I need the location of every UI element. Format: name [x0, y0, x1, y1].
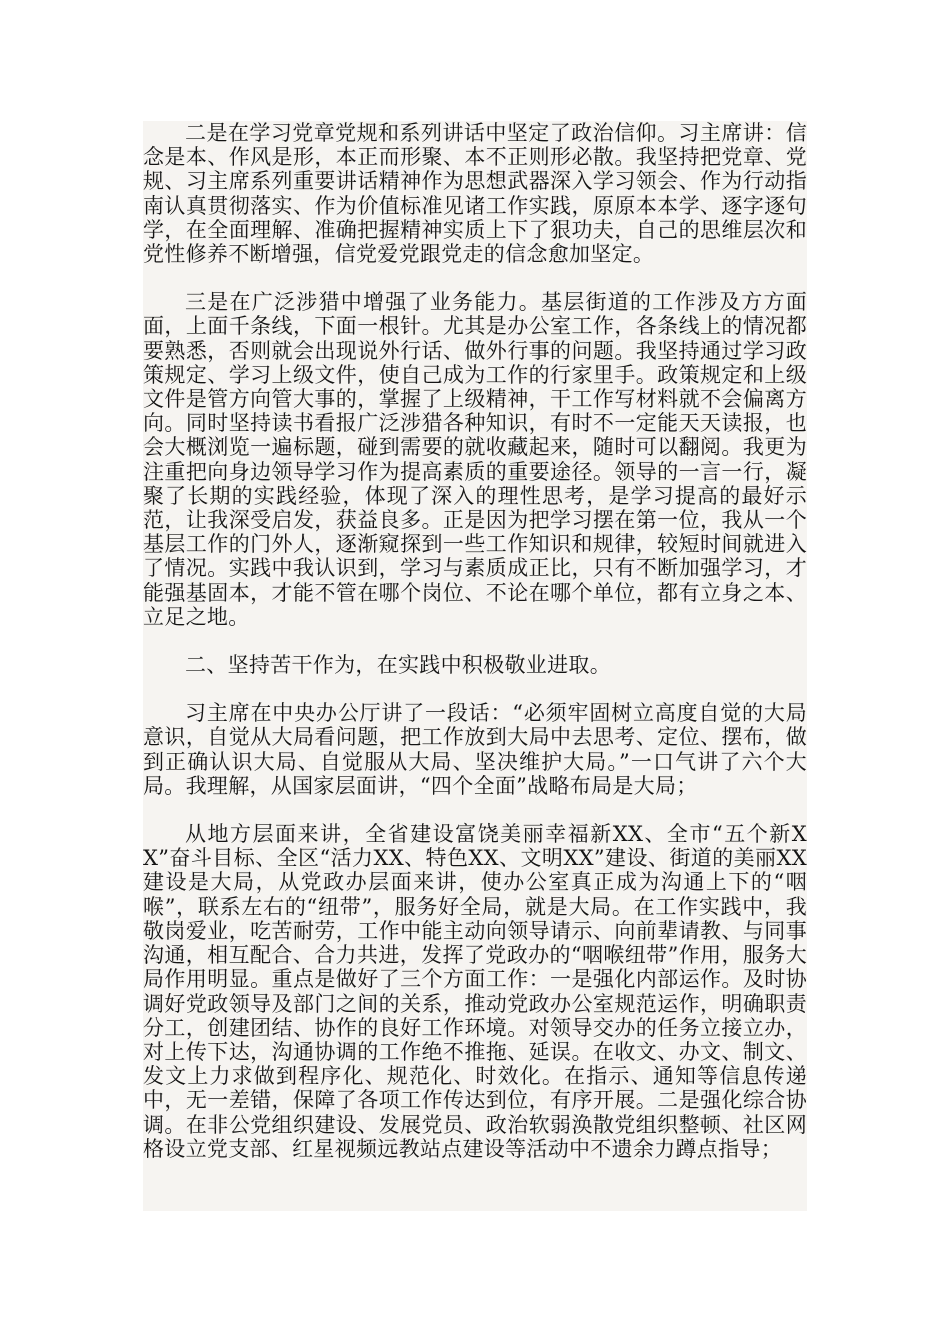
paragraph-overall-situation: 习主席在中央办公厅讲了一段话：“必须牢固树立高度自觉的大局意识，自觉从大局看问题，把工作放到大局中去思考、定位、摆布，做到正确认识大局、自觉服从大局、坚决维护大局。”一口气讲了六个大局。我理解，从国家层面讲，“四个全面”战略布局是大局；: [143, 701, 807, 798]
paragraph-political-belief: 二是在学习党章党规和系列讲话中坚定了政治信仰。习主席讲：信念是本、作风是形，本正而形聚、本不正则形必散。我坚持把党章、党规、习主席系列重要讲话精神作为思想武器深入学习领会、作为行动指南认真贯彻落实、作为价值标准见诸工作实践，原原本本学、逐字逐句学，在全面理解、准确把握精神实质上下了狠功夫，自己的思维层次和党性修养不断增强，信党爱党跟党走的信念愈加坚定。: [143, 121, 807, 267]
document-body: [143, 121, 807, 1211]
paragraph-business-ability: 三是在广泛涉猎中增强了业务能力。基层街道的工作涉及方方面面，上面千条线，下面一根针。尤其是办公室工作，各条线上的情况都要熟悉，否则就会出现说外行话、做外行事的问题。我坚持通过学习政策规定、学习上级文件，使自己成为工作的行家里手。政策规定和上级文件是管方向管大事的，掌握了上级精神，干工作写材料就不会偏离方向。同时坚持读书看报广泛涉猎各种知识，有时不一定能天天读报，也会大概浏览一遍标题，碰到需要的就收藏起来，随时可以翻阅。我更为注重把向身边领导学习作为提高素质的重要途径。领导的一言一行，凝聚了长期的实践经验，体现了深入的理性思考，是学习提高的最好示范，让我深受启发，获益良多。正是因为把学习摆在第一位，我从一个基层工作的门外人，逐渐窥探到一些工作知识和规律，较短时间就进入了情况。实践中我认识到，学习与素质成正比，只有不断加强学习，才能强基固本，才能不管在哪个岗位、不论在哪个单位，都有立身之本、立足之地。: [143, 290, 807, 629]
paragraph-local-level: 从地方层面来讲，全省建设富饶美丽幸福新XX、全市“五个新XX”奋斗目标、全区“活力XX、特色XX、文明XX”建设、街道的美丽XX建设是大局，从党政办层面来讲，使办公室真正成为沟通上下的“咽喉”，联系左右的“纽带”，服务好全局，就是大局。在工作实践中，我敬岗爱业，吃苦耐劳，工作中能主动向领导请示、向前辈请教、与同事沟通，相互配合、合力共进，发挥了党政办的“咽喉纽带”作用，服务大局作用明显。重点是做好了三个方面工作：一是强化内部运作。及时协调好党政领导及部门之间的关系，推动党政办公室规范运作，明确职责分工，创建团结、协作的良好工作环境。对领导交办的任务立接立办，对上传下达，沟通协调的工作绝不推拖、延误。在收文、办文、制文、发文上力求做到程序化、规范化、时效化。在指示、通知等信息传递中，无一差错，保障了各项工作传达到位，有序开展。二是强化综合协调。在非公党组织建设、发展党员、政治软弱涣散党组织整顿、社区网格设立党支部、红星视频远教站点建设等活动中不遗余力蹲点指导；: [143, 822, 807, 1161]
section-heading: 二、坚持苦干作为，在实践中积极敬业进取。: [185, 653, 611, 678]
